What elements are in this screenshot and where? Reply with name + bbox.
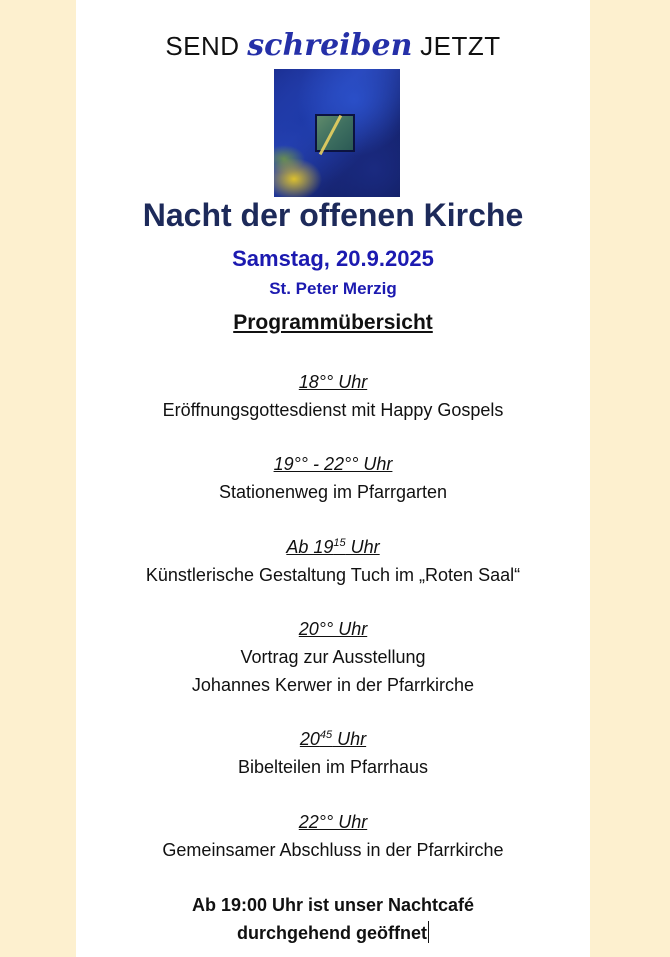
program-description: Eröffnungsgottesdienst mit Happy Gospels [162,400,504,420]
church-artwork-image [274,69,400,197]
program-time-minutes: 45 [319,729,333,741]
right-decorative-band [590,0,670,957]
program-time: 20°° Uhr [298,619,368,639]
header-word-jetzt: JETZT [420,31,501,61]
nachtcafe-line-2-text: durchgehend geöffnet [237,923,427,943]
program-item [76,450,590,506]
event-venue: St. Peter Merzig [269,279,397,298]
nachtcafe-line-1: Ab 19:00 Uhr ist unser Nachtcafé [191,895,475,915]
text-cursor [428,921,429,943]
program-time [76,533,590,561]
nachtcafe-notice [76,891,590,947]
header-word-send: SEND [165,31,240,61]
program-description: Künstlerische Gestaltung Tuch im „Roten Saal“ [145,565,521,585]
program-description: Bibelteilen im Pfarrhaus [237,757,429,777]
program-time-unit: Uhr [332,729,367,749]
program-description: Johannes Kerwer in der Pfarrkirche [191,675,475,695]
program-overview-heading: Programmübersicht [233,311,433,334]
program-description: Stationenweg im Pfarrgarten [218,482,448,502]
event-title: Nacht der offenen Kirche [142,197,524,233]
nachtcafe-line-2 [76,919,590,947]
program-time: 18°° Uhr [298,372,368,392]
program-time-hour: 20 [299,729,320,749]
program-time [76,725,590,753]
header-word-schreiben: schreiben [247,28,413,63]
program-description: Vortrag zur Ausstellung [240,647,426,667]
artwork-center-square [315,114,355,152]
left-decorative-band [0,0,76,957]
program-time-hour: Ab 19 [286,537,334,557]
program-time: 22°° Uhr [298,812,368,832]
event-date: Samstag, 20.9.2025 [232,246,434,271]
program-time: 19°° - 22°° Uhr [273,454,393,474]
header-slogan [76,28,590,63]
program-item [76,725,590,781]
program-item [76,808,590,864]
program-item [76,368,590,424]
program-item [76,615,590,699]
program-time-minutes: 15 [333,537,346,549]
program-description: Gemeinsamer Abschluss in der Pfarrkirche [162,840,504,860]
flyer-page [76,0,590,957]
program-item [76,533,590,589]
program-time-unit: Uhr [345,537,380,557]
